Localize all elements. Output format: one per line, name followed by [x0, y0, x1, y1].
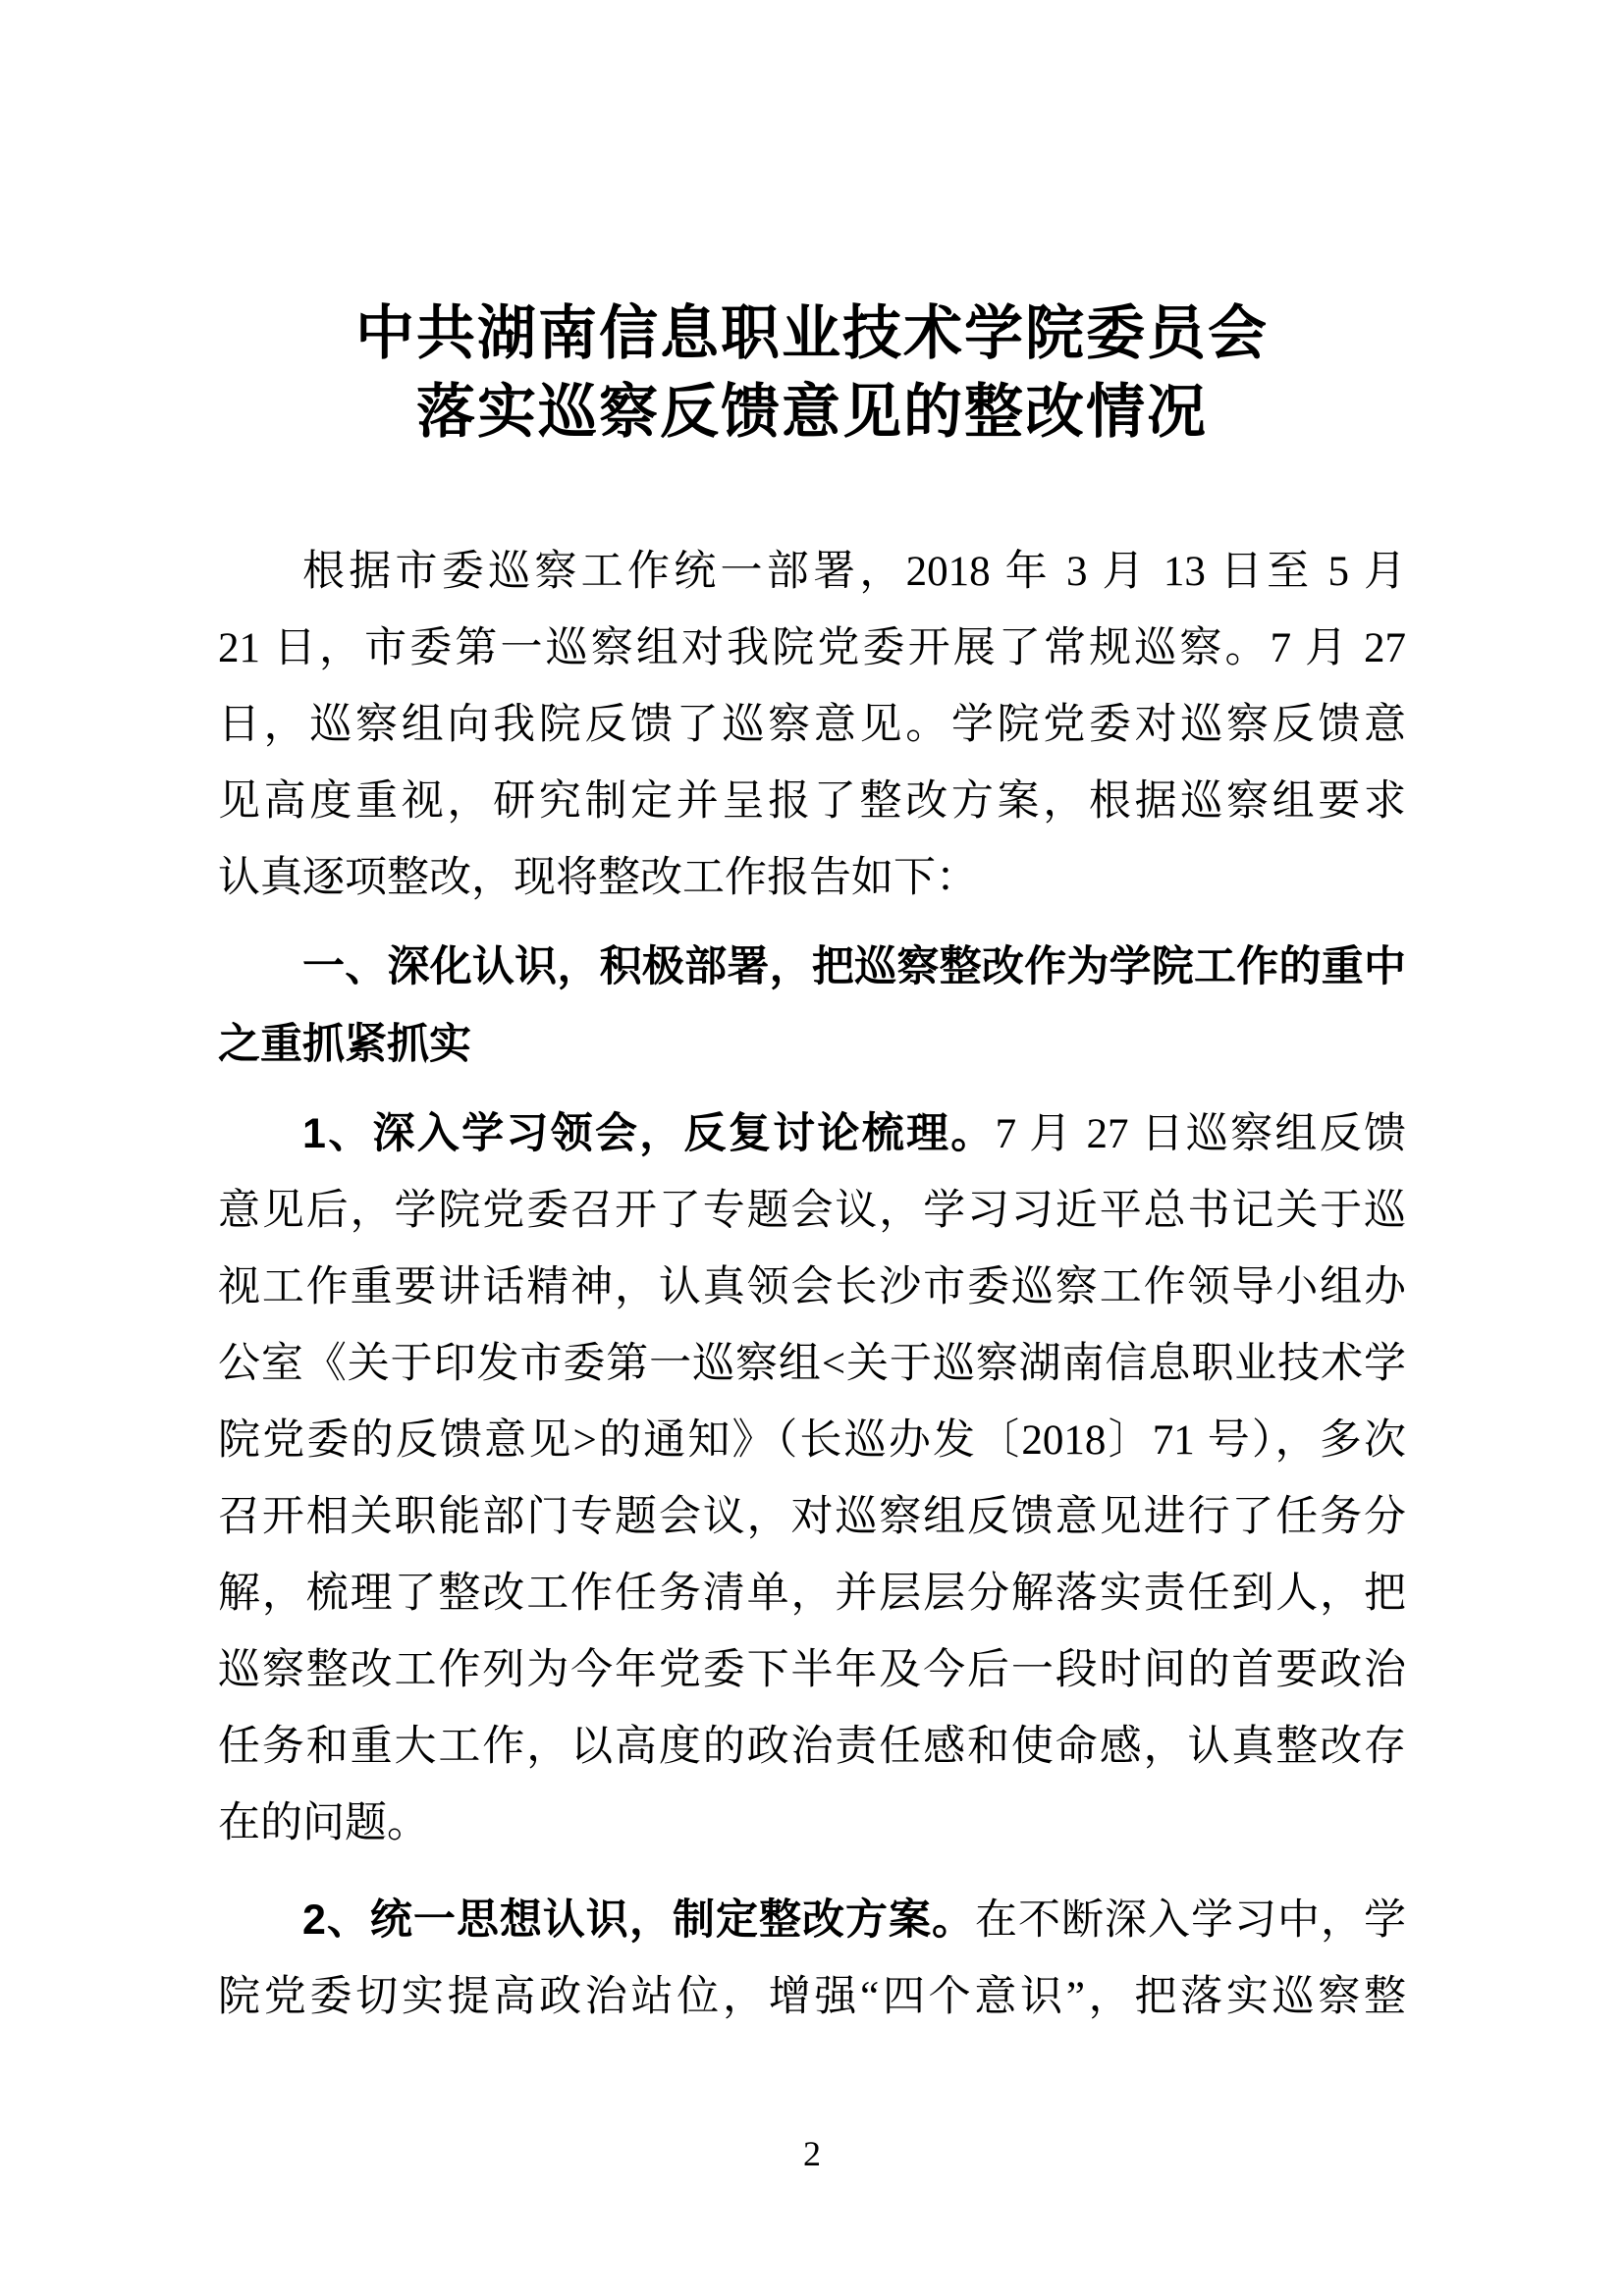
document-title-line-1: 中共湖南信息职业技术学院委员会 [355, 301, 1269, 366]
section-heading-text: 一、深化认识，积极部署，把巡察整改作为学院工作的重中 [302, 943, 1406, 990]
text-line [218, 1632, 1406, 1709]
text-run: 召开相关职能部门专题会议，对巡察组反馈意见进行了任务分 [218, 1494, 1406, 1540]
text-line [218, 764, 1406, 840]
text-line [218, 687, 1406, 764]
text-line [218, 1709, 1406, 1786]
text-line [218, 1326, 1406, 1403]
section-heading-line [218, 929, 1406, 1006]
text-run: 认真逐项整改，现将整改工作报告如下： [218, 855, 978, 901]
text-line [218, 611, 1406, 687]
text-run: 见高度重视，研究制定并呈报了整改方案，根据巡察组要求 [218, 778, 1406, 825]
text-line [218, 1786, 1406, 1862]
text-line [218, 534, 1406, 611]
text-run: 在的问题。 [218, 1800, 429, 1846]
text-line [218, 1403, 1406, 1479]
section-heading-text: 之重抓紧抓实 [218, 1021, 471, 1068]
bold-lead-text: 1、深入学习领会，反复讨论梳理。 [302, 1110, 996, 1157]
text-run: 巡察整改工作列为今年党委下半年及今后一段时间的首要政治 [218, 1647, 1406, 1693]
text-run: 公室《关于印发市委第一巡察组<关于巡察湖南信息职业技术学 [218, 1341, 1407, 1387]
text-line [218, 840, 1406, 917]
text-line [218, 1479, 1406, 1556]
document-content [218, 0, 1406, 2036]
text-run: 院党委的反馈意见>的通知》（长巡办发〔2018〕71 号），多次 [218, 1417, 1406, 1464]
text-run: 根据市委巡察工作统一部署，2018 年 3 月 13 日至 5 月 [302, 549, 1406, 595]
section-heading-line [218, 1006, 1406, 1084]
document-title-line-2: 落实巡察反馈意见的整改情况 [416, 380, 1208, 445]
text-line [218, 1095, 1406, 1173]
text-run: 7 月 27 日巡察组反馈 [995, 1111, 1406, 1157]
page-number: 2 [803, 2134, 821, 2173]
text-run: 21 日，市委第一巡察组对我院党委开展了常规巡察。7 月 27 [218, 625, 1406, 671]
text-line [218, 1173, 1406, 1250]
text-line [218, 1959, 1406, 2036]
text-run: 意见后，学院党委召开了专题会议，学习习近平总书记关于巡 [218, 1188, 1406, 1234]
text-line [218, 1556, 1406, 1632]
text-line [218, 1250, 1406, 1326]
text-line [218, 1882, 1406, 1959]
text-run: 任务和重大工作，以高度的政治责任感和使命感，认真整改存 [218, 1724, 1406, 1770]
text-run: 解，梳理了整改工作任务清单，并层层分解落实责任到人，把 [218, 1571, 1406, 1617]
bold-lead-text: 2、统一思想认识，制定整改方案。 [302, 1896, 975, 1944]
text-run: 院党委切实提高政治站位，增强“四个意识”，把落实巡察整 [218, 1974, 1406, 2020]
text-run: 视工作重要讲话精神，认真领会长沙市委巡察工作领导小组办 [218, 1264, 1406, 1310]
text-run: 在不断深入学习中，学 [974, 1897, 1406, 1944]
document-title [218, 294, 1406, 452]
document-body [218, 534, 1406, 2036]
text-run: 日，巡察组向我院反馈了巡察意见。学院党委对巡察反馈意 [218, 702, 1406, 748]
